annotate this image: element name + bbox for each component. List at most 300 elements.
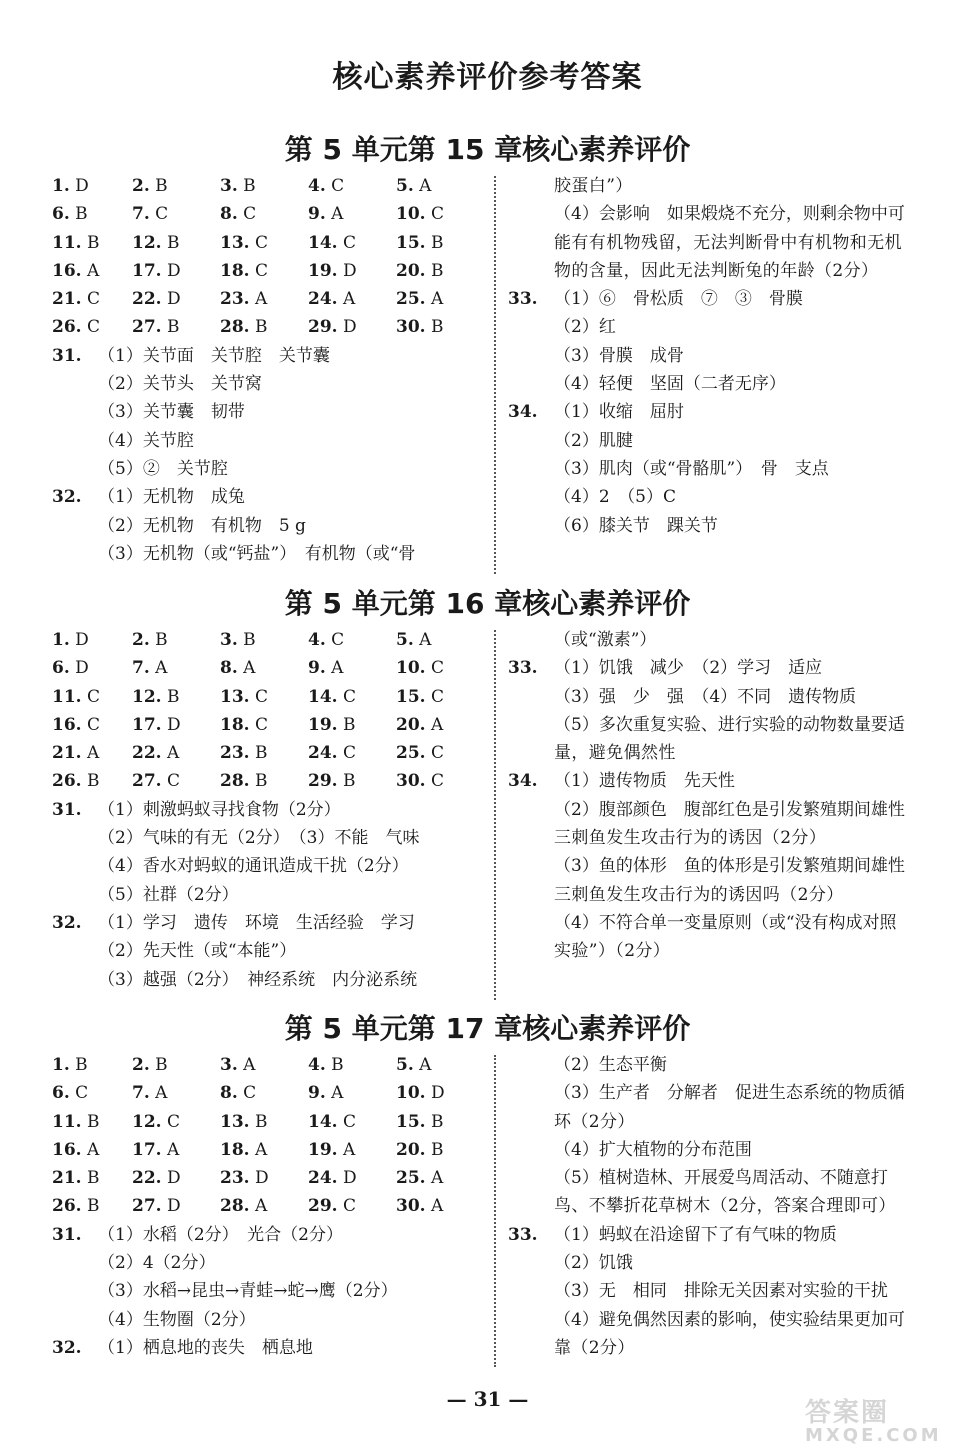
choice-answer (220, 683, 308, 711)
question-number: 10. (396, 204, 426, 225)
answer-letter: A (331, 1083, 344, 1104)
indent (52, 540, 98, 568)
indent (52, 852, 98, 880)
answer-text: 实验”）（2分） (554, 941, 671, 962)
question-number: 28. (220, 317, 250, 338)
choice-answer (308, 1164, 396, 1192)
answer-letter: A (419, 630, 432, 650)
answer-letter: C (342, 743, 356, 764)
indent (508, 1079, 554, 1107)
choice-answer (52, 285, 132, 313)
answer-letter: C (155, 204, 169, 225)
answer-text: （2）饥饿 (554, 1253, 633, 1274)
choice-answer (52, 229, 132, 257)
indent (52, 512, 98, 540)
indent (508, 796, 554, 824)
indent (508, 1277, 554, 1305)
answer-text: （1）⑥ 骨松质 ⑦ ③ 骨膜 (554, 289, 803, 310)
answer-text: 靠（2分） (554, 1337, 635, 1358)
answer-lines (52, 796, 488, 994)
answer-text: （5）社群（2分） (98, 884, 239, 905)
choice-answer (52, 654, 132, 682)
answer-line (508, 739, 948, 767)
choice-answer (396, 313, 484, 341)
answer-letter: C (342, 686, 356, 707)
choice-answer (132, 1108, 220, 1136)
answer-line (52, 1277, 488, 1305)
question-number: 9. (308, 204, 326, 225)
choice-answer (396, 200, 484, 228)
answer-text: （4）避免偶然因素的影响，使实验结果更加可 (554, 1309, 905, 1330)
question-number: 10. (396, 658, 426, 679)
answer-text: （1）无机物 成兔 (98, 487, 245, 508)
answer-text: 鸟、不攀折花草树木（2分，答案合理即可） (554, 1196, 896, 1217)
question-number: 19. (308, 260, 338, 281)
answer-letter: A (419, 1055, 432, 1075)
answer-letter: C (430, 743, 444, 764)
answer-line (508, 654, 948, 682)
question-number: 4. (308, 1055, 326, 1075)
question-number: 24. (308, 743, 338, 764)
choice-answer (132, 654, 220, 682)
answer-letter: C (254, 232, 268, 253)
answer-text: （4）会影响 如果煅烧不充分，则剩余物中可 (554, 204, 905, 225)
question-number: 1. (52, 630, 70, 650)
answer-letter: A (166, 1139, 180, 1160)
answer-letter: A (155, 658, 168, 679)
answer-text: （3）强 少 强 （4）不同 遗传物质 (554, 686, 857, 707)
question-number: 5. (396, 1055, 414, 1075)
indent (508, 1108, 554, 1136)
choice-answer (308, 767, 396, 795)
answer-letter: C (342, 232, 356, 253)
answer-line (52, 540, 488, 568)
answer-line (508, 1306, 948, 1334)
choice-answer (132, 229, 220, 257)
answer-line (508, 852, 948, 880)
choice-answer (396, 229, 484, 257)
answer-line (52, 1306, 488, 1334)
answer-text: （1）蚂蚁在沿途留下了有气味的物质 (554, 1224, 837, 1245)
answer-letter: C (254, 260, 268, 281)
choice-answer (132, 739, 220, 767)
question-number: 2. (132, 630, 150, 650)
answer-line (508, 398, 948, 426)
question-number: 11. (52, 686, 82, 707)
watermark-url: MXQE.COM (805, 1425, 942, 1446)
choice-answer (220, 739, 308, 767)
section-divider-ch15 (494, 176, 496, 574)
indent (52, 966, 98, 994)
question-number: 29. (308, 317, 338, 338)
question-number: 20. (396, 1139, 426, 1160)
section-title-ch17: 第 5 单元第 17 章核心素养评价 (284, 1012, 691, 1045)
question-number: 23. (220, 743, 250, 764)
answer-letter: B (166, 232, 180, 253)
question-number: 13. (220, 1111, 250, 1132)
question-number: 12. (132, 232, 162, 253)
choice-answer (132, 683, 220, 711)
choice-answer (52, 200, 132, 228)
answer-text: （1）关节面 关节腔 关节囊 (98, 345, 330, 366)
question-number: 32. (52, 912, 82, 933)
answer-letter: D (166, 260, 181, 281)
watermark-logo (805, 1400, 965, 1450)
indent (508, 683, 554, 711)
answer-letter: B (331, 1055, 344, 1075)
answer-line (52, 909, 488, 937)
indent (508, 1192, 554, 1220)
question-number: 9. (308, 1083, 326, 1104)
answer-text: （1）收缩 屈肘 (554, 402, 684, 423)
answer-text: （3）生产者 分解者 促进生态系统的物质循 (554, 1083, 905, 1104)
choice-answer (220, 285, 308, 313)
section-divider-ch16 (494, 630, 496, 1000)
choice-answer (308, 739, 396, 767)
choice-answer (396, 1051, 484, 1079)
watermark-text: 答案圈 (805, 1398, 890, 1428)
answer-line (508, 427, 948, 455)
answer-line (52, 483, 488, 511)
answer-lines (508, 172, 948, 540)
choice-answer (220, 229, 308, 257)
answer-text: （4）2 （5）C (554, 487, 676, 508)
answer-letter: B (430, 1111, 444, 1132)
answer-text: （3）鱼的体形 鱼的体形是引发繁殖期间雄性 (554, 856, 905, 877)
question-number: 9. (308, 658, 326, 679)
answer-letter: C (430, 658, 444, 679)
answer-lines (508, 1051, 948, 1362)
answer-text: （4）不符合单一变量原则（或“没有构成对照 (554, 912, 897, 933)
answer-text: 三刺鱼发生攻击行为的诱因（2分） (554, 828, 827, 849)
answer-line (508, 1249, 948, 1277)
answer-letter: D (342, 317, 357, 338)
question-number: 12. (132, 686, 162, 707)
answer-line (508, 909, 948, 937)
question-number: 31. (52, 345, 82, 366)
question-number: 25. (396, 1168, 426, 1189)
answer-letter: B (155, 176, 168, 196)
choice-answer (396, 767, 484, 795)
question-number: 8. (220, 204, 238, 225)
answer-text: （4）生物圈（2分） (98, 1309, 256, 1330)
answer-letter: B (86, 1111, 100, 1132)
indent (52, 1249, 98, 1277)
question-number: 3. (220, 176, 238, 196)
answer-letter: A (254, 289, 268, 310)
question-number: 8. (220, 1083, 238, 1104)
question-number: 26. (52, 1196, 82, 1217)
answer-text: 物的含量，因此无法判断兔的年龄（2分） (554, 260, 879, 281)
section-left-col-ch17 (52, 1051, 488, 1362)
answer-text: （1）饥饿 减少 （2）学习 适应 (554, 658, 823, 679)
question-number: 23. (220, 289, 250, 310)
answer-letter: B (243, 176, 256, 196)
choice-answer (220, 257, 308, 285)
answer-line (508, 342, 948, 370)
section-right-col-ch17 (508, 1051, 948, 1362)
choice-answer (220, 1079, 308, 1107)
question-number: 6. (52, 204, 70, 225)
indent (508, 512, 554, 540)
question-number: 14. (308, 686, 338, 707)
question-number: 21. (52, 289, 82, 310)
choice-answer (132, 1136, 220, 1164)
choice-answer (308, 654, 396, 682)
answer-text: 能有有机物残留，无法判断骨中有机物和无机 (554, 232, 902, 253)
answer-letter: A (254, 1196, 268, 1217)
answer-letter: C (331, 630, 345, 650)
answer-letter: D (166, 1196, 181, 1217)
choice-answer (396, 1164, 484, 1192)
indent (508, 172, 554, 200)
answer-letter: C (166, 771, 180, 792)
answer-letter: A (86, 1139, 100, 1160)
answer-text: （3）肌肉（或“骨骼肌”） 骨 支点 (554, 458, 829, 479)
answer-text: （4）扩大植物的分布范围 (554, 1139, 752, 1160)
answer-letter: D (166, 714, 181, 735)
answer-line (508, 1164, 948, 1192)
answer-line (508, 796, 948, 824)
question-number: 15. (396, 232, 426, 253)
question-number: 15. (396, 1111, 426, 1132)
answer-letter: B (430, 317, 444, 338)
answer-text: （2）先天性（或“本能”） (98, 941, 297, 962)
answer-letter: A (155, 1083, 168, 1104)
answer-line (508, 1051, 948, 1079)
answer-text: （1）学习 遗传 环境 生活经验 学习 (98, 912, 415, 933)
question-number: 18. (220, 260, 250, 281)
choice-answer (52, 626, 132, 654)
choice-answer (52, 1051, 132, 1079)
choice-answer (132, 1079, 220, 1107)
answer-line (52, 427, 488, 455)
question-number: 29. (308, 1196, 338, 1217)
choice-answer (220, 1164, 308, 1192)
indent (508, 909, 554, 937)
choice-answer (132, 172, 220, 200)
answer-text: （1）栖息地的丧失 栖息地 (98, 1337, 313, 1358)
answer-letter: A (430, 1168, 444, 1189)
choice-answer (308, 257, 396, 285)
answer-letter: C (430, 686, 444, 707)
answer-letter: A (430, 1196, 444, 1217)
answer-letter: B (86, 232, 100, 253)
choice-answer (52, 767, 132, 795)
question-number: 16. (52, 1139, 82, 1160)
page-title: 核心素养评价参考答案 (332, 60, 643, 95)
answer-letter: B (254, 771, 268, 792)
question-number: 14. (308, 1111, 338, 1132)
question-number: 25. (396, 743, 426, 764)
answer-letter: A (166, 743, 180, 764)
answer-text: （4）轻便 坚固（二者无序） (554, 374, 786, 395)
answer-line (508, 824, 948, 852)
choice-answer (132, 285, 220, 313)
choice-answer (220, 172, 308, 200)
choice-answer (308, 1108, 396, 1136)
answer-line (508, 455, 948, 483)
choice-answer (308, 626, 396, 654)
indent (52, 881, 98, 909)
question-number: 27. (132, 1196, 162, 1217)
indent (508, 937, 554, 965)
question-number: 27. (132, 317, 162, 338)
question-number: 25. (396, 289, 426, 310)
answer-line (508, 172, 948, 200)
answer-letter: A (331, 658, 344, 679)
indent (508, 342, 554, 370)
answer-letter: A (243, 1055, 256, 1075)
indent (508, 370, 554, 398)
indent (508, 1051, 554, 1079)
choice-answer (132, 257, 220, 285)
choice-answer (220, 200, 308, 228)
answer-letter: B (430, 232, 444, 253)
answer-letter: D (430, 1083, 445, 1104)
indent (508, 1306, 554, 1334)
answer-letter: B (342, 771, 356, 792)
section-divider-ch17 (494, 1055, 496, 1367)
section-title-ch15: 第 5 单元第 15 章核心素养评价 (284, 133, 691, 166)
answer-text: （2）气味的有无（2分） （3）不能 气味 (98, 828, 420, 849)
answer-line (52, 824, 488, 852)
answer-letter: A (243, 658, 256, 679)
answer-text: （3）无机物（或“钙盐”） 有机物（或“骨 (98, 543, 416, 564)
answer-line (508, 483, 948, 511)
choice-answer (52, 257, 132, 285)
section-right-col-ch15 (508, 172, 948, 540)
choice-answer (132, 313, 220, 341)
answer-line (52, 342, 488, 370)
answer-line (508, 313, 948, 341)
question-number: 3. (220, 1055, 238, 1075)
choice-answer (396, 654, 484, 682)
answer-text: （或“激素”） (554, 630, 657, 650)
answer-letter: B (430, 260, 444, 281)
question-number: 26. (52, 771, 82, 792)
question-number: 8. (220, 658, 238, 679)
answer-text: （4）香水对蚂蚁的通讯造成干扰（2分） (98, 856, 409, 877)
answer-letter: C (254, 686, 268, 707)
answer-text: （1）水稻（2分） 光合（2分） (98, 1224, 343, 1245)
choice-answer (308, 285, 396, 313)
answer-letter: D (166, 1168, 181, 1189)
indent (52, 455, 98, 483)
answer-line (508, 711, 948, 739)
answer-line (52, 512, 488, 540)
answer-text: （2）肌腱 (554, 430, 633, 451)
indent (508, 313, 554, 341)
answer-letter: C (430, 771, 444, 792)
question-number: 27. (132, 771, 162, 792)
answer-line (508, 370, 948, 398)
answer-line (508, 767, 948, 795)
choice-answer (132, 200, 220, 228)
answer-letter: C (86, 714, 100, 735)
question-number: 3. (220, 630, 238, 650)
indent (508, 427, 554, 455)
answer-text: （1）刺激蚂蚁寻找食物（2分） (98, 799, 341, 820)
choice-answer (308, 1136, 396, 1164)
question-number: 32. (52, 1337, 82, 1358)
answer-line (508, 229, 948, 257)
answer-letter: B (243, 630, 256, 650)
question-number: 4. (308, 630, 326, 650)
question-number: 24. (308, 289, 338, 310)
choice-answer (396, 1108, 484, 1136)
question-number: 19. (308, 1139, 338, 1160)
choice-answer (52, 683, 132, 711)
choice-answer (308, 172, 396, 200)
answer-text: （6）膝关节 踝关节 (554, 515, 718, 536)
question-number: 20. (396, 714, 426, 735)
question-number: 20. (396, 260, 426, 281)
question-number: 15. (396, 686, 426, 707)
answer-letter: B (254, 317, 268, 338)
choice-answer (308, 1079, 396, 1107)
answer-letter: C (86, 289, 100, 310)
choice-answer (396, 711, 484, 739)
indent (508, 200, 554, 228)
answer-line (52, 852, 488, 880)
answer-text: （3）越强（2分） 神经系统 内分泌系统 (98, 969, 418, 990)
indent (508, 455, 554, 483)
choice-answer (396, 626, 484, 654)
answer-letter: D (75, 658, 89, 679)
question-number: 33. (508, 658, 538, 679)
answer-line (508, 1277, 948, 1305)
choice-answer (52, 1079, 132, 1107)
choice-answer (308, 683, 396, 711)
question-number: 23. (220, 1168, 250, 1189)
choice-answer (220, 1051, 308, 1079)
indent (508, 852, 554, 880)
answer-letter: B (166, 686, 180, 707)
answer-letter: B (86, 1196, 100, 1217)
question-number: 30. (396, 317, 426, 338)
indent (508, 711, 554, 739)
answer-line (52, 455, 488, 483)
choice-answer (220, 1192, 308, 1220)
answer-letter: B (75, 204, 88, 225)
choice-answer (220, 654, 308, 682)
answer-line (508, 1334, 948, 1362)
page-number: — 31 — (446, 1387, 529, 1411)
answer-letter: D (75, 176, 89, 196)
answer-letter: C (243, 1083, 257, 1104)
answer-text: 量，避免偶然性 (554, 743, 676, 764)
question-number: 29. (308, 771, 338, 792)
indent (508, 626, 554, 654)
question-number: 6. (52, 658, 70, 679)
answer-line (508, 1079, 948, 1107)
answer-letter: C (342, 1111, 356, 1132)
question-number: 22. (132, 743, 162, 764)
answer-letter: C (342, 1196, 356, 1217)
indent (508, 739, 554, 767)
answer-line (52, 398, 488, 426)
answer-line (52, 1334, 488, 1362)
answer-letter: B (254, 743, 268, 764)
choice-answer (52, 1164, 132, 1192)
choice-answer (132, 1192, 220, 1220)
question-number: 30. (396, 771, 426, 792)
question-number: 33. (508, 289, 538, 310)
answer-text: （3）关节囊 韧带 (98, 402, 245, 423)
question-number: 26. (52, 317, 82, 338)
question-number: 13. (220, 232, 250, 253)
